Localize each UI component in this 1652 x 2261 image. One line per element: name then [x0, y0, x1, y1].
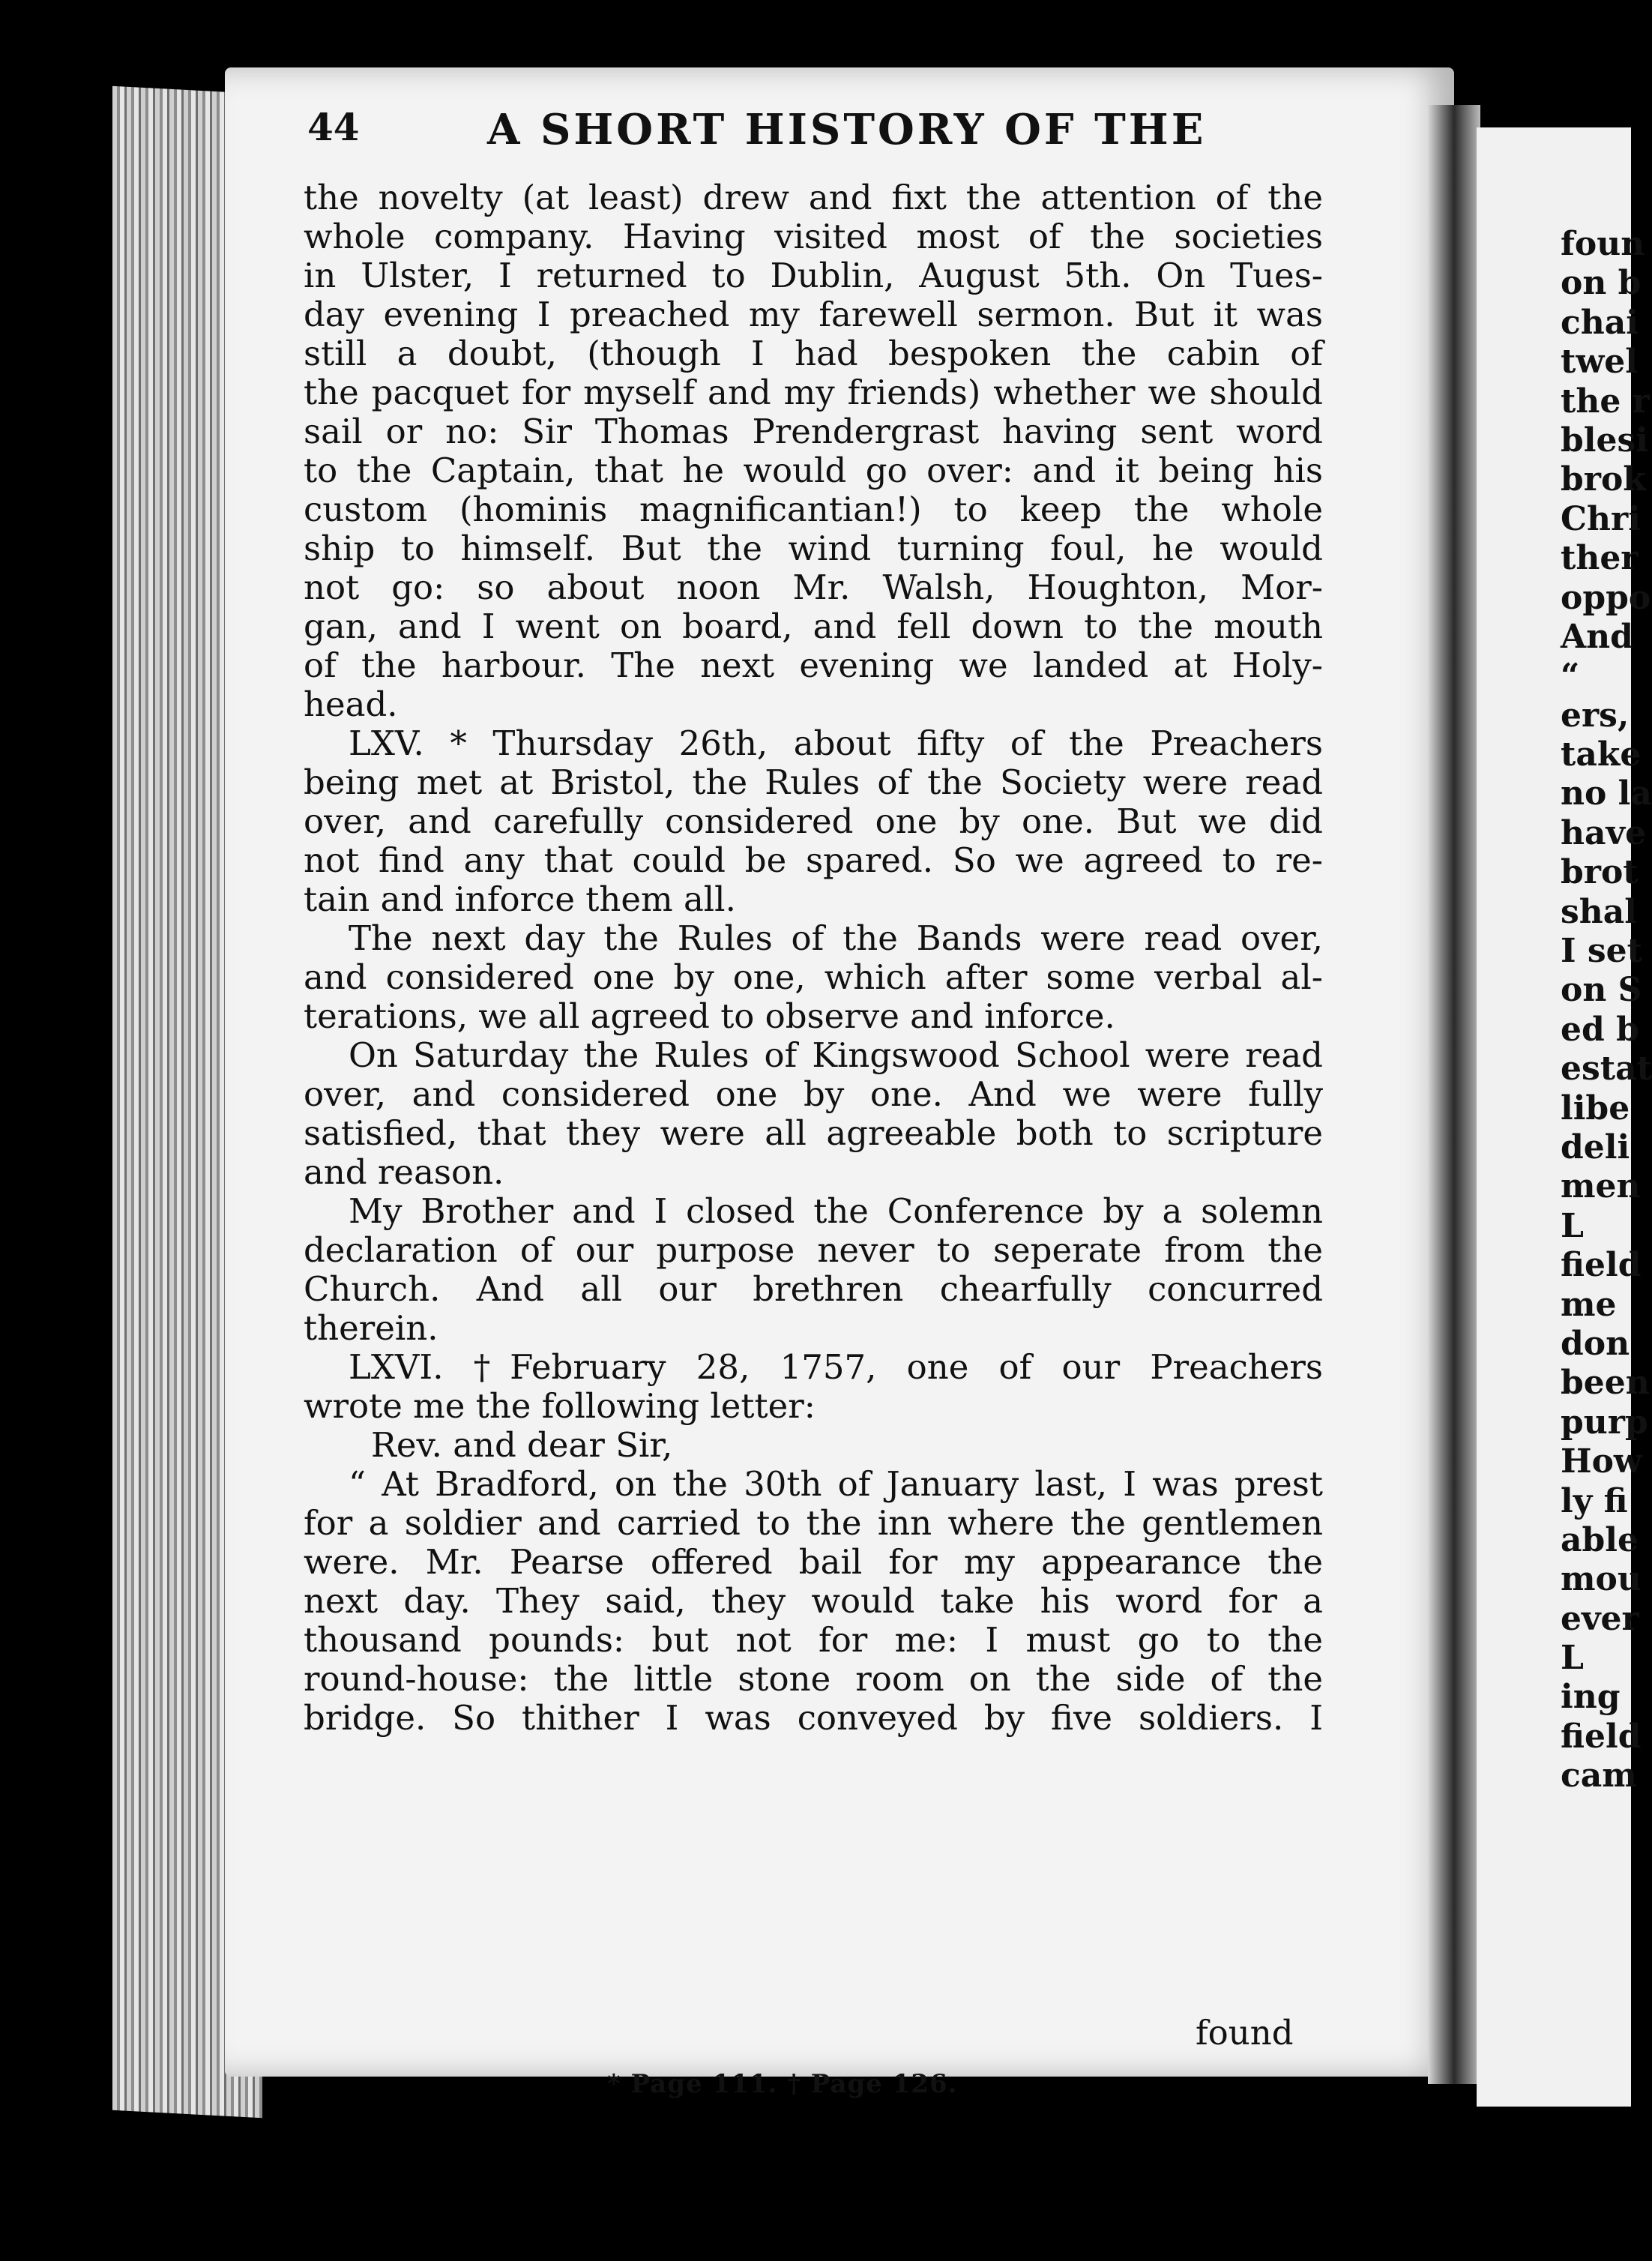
right-page-line: foun	[1561, 225, 1645, 263]
text-line: wrote me the following letter:	[304, 1386, 816, 1426]
text-line: day evening I preached my farewell sermon. But it was	[304, 295, 1323, 334]
right-page-line: mou	[1561, 1560, 1642, 1599]
right-page-line: How	[1561, 1442, 1642, 1481]
right-page-line: don	[1561, 1324, 1630, 1363]
text-line: satisfied, that they were all agreeable both to scripture	[304, 1113, 1323, 1153]
text-line: head.	[304, 684, 398, 724]
text-line: LXV. * Thursday 26th, about fifty of the Preachers	[349, 723, 1323, 763]
right-page-line: have	[1561, 813, 1647, 852]
right-page-line: ers,	[1561, 696, 1630, 735]
right-page-line: deli	[1561, 1128, 1630, 1166]
text-line: still a doubt, (though I had bespoken the cabin of	[304, 334, 1323, 373]
right-page-line: ever	[1561, 1599, 1639, 1638]
right-page-line: shal	[1561, 892, 1637, 931]
right-page-line: ed b	[1561, 1010, 1639, 1049]
right-page-line: “	[1561, 657, 1580, 696]
text-line: The next day the Rules of the Bands were read over,	[349, 918, 1323, 958]
right-page-line: chai	[1561, 303, 1639, 342]
right-page-line: field	[1561, 1717, 1642, 1756]
running-head: A SHORT HISTORY OF THE	[487, 105, 1207, 154]
catchword: found	[1196, 2013, 1294, 2053]
text-line: ship to himself. But the wind turning foul, he would	[304, 529, 1323, 568]
right-page-line: the r	[1561, 382, 1650, 421]
right-page-line: brok	[1561, 460, 1646, 499]
right-page-line: no la	[1561, 774, 1652, 813]
footnote: * Page 111. † Page 126.	[607, 2069, 958, 2099]
text-line: custom (hominis magnificantian!) to keep the whole	[304, 490, 1323, 529]
right-page-line: And	[1561, 617, 1633, 656]
text-line: and considered one by one, which after some verbal al-	[304, 957, 1323, 997]
right-page-line: men	[1561, 1167, 1641, 1206]
text-line: over, and carefully considered one by one. But we did	[304, 801, 1323, 841]
right-page-line: been	[1561, 1364, 1650, 1403]
text-line: whole company. Having visited most of the societies	[304, 217, 1323, 256]
right-page-line: L	[1561, 1639, 1584, 1678]
right-page-line: me	[1561, 1285, 1617, 1324]
right-page-line: libe	[1561, 1089, 1630, 1128]
right-page-line: I set	[1561, 932, 1642, 971]
text-line: therein.	[304, 1308, 438, 1348]
right-page-line: on b	[1561, 264, 1642, 303]
text-line: of the harbour. The next evening we landed at Holy-	[304, 645, 1323, 685]
right-page-line: L	[1561, 1206, 1584, 1245]
text-line: On Saturday the Rules of Kingswood School were read	[349, 1035, 1323, 1075]
body-text	[304, 178, 1323, 1738]
right-page-line: ing	[1561, 1678, 1621, 1717]
text-line: to the Captain, that he would go over: and it being his	[304, 451, 1323, 490]
right-page-line: field	[1561, 1246, 1642, 1285]
right-page-line: ly fi	[1561, 1481, 1628, 1520]
text-line: terations, we all agreed to observe and inforce.	[304, 996, 1115, 1036]
text-line: were. Mr. Pearse offered bail for my appearance the	[304, 1542, 1323, 1582]
right-page-line: purp	[1561, 1403, 1648, 1442]
text-line: “ At Bradford, on the 30th of January last, I was prest	[349, 1464, 1323, 1504]
text-line: next day. They said, they would take his word for a	[304, 1581, 1323, 1621]
text-line: bridge. So thither I was conveyed by five soldiers. I	[304, 1698, 1323, 1738]
gutter	[1428, 105, 1480, 2084]
right-page-line: take	[1561, 735, 1642, 774]
text-line: tain and inforce them all.	[304, 879, 736, 919]
right-page-line: able	[1561, 1520, 1639, 1559]
right-page-line: Chri	[1561, 499, 1641, 538]
text-line: over, and considered one by one. And we were fully	[304, 1074, 1323, 1114]
text-line: round-house: the little stone room on the side of the	[304, 1659, 1323, 1699]
text-line: sail or no: Sir Thomas Prendergrast having sent word	[304, 412, 1323, 451]
text-line: not go: so about noon Mr. Walsh, Houghton, Mor-	[304, 567, 1323, 607]
text-line: declaration of our purpose never to seperate from the	[304, 1230, 1323, 1270]
right-page-line: on S	[1561, 971, 1642, 1010]
text-line: gan, and I went on board, and fell down to the mouth	[304, 606, 1323, 646]
text-line: the pacquet for myself and my friends) whether we should	[304, 373, 1323, 412]
right-page-line: estat	[1561, 1050, 1652, 1089]
page-number: 44	[307, 105, 360, 149]
right-page-line: twel	[1561, 343, 1638, 382]
right-page-text	[1561, 225, 1652, 1796]
text-line: Church. And all our brethren chearfully concurred	[304, 1269, 1323, 1309]
right-page-line: oppo	[1561, 578, 1651, 617]
right-page-line: blesi	[1561, 421, 1648, 460]
text-line: the novelty (at least) drew and fixt the attention of the	[304, 178, 1323, 217]
text-line: not find any that could be spared. So we agreed to re-	[304, 840, 1323, 880]
right-page-line: brot	[1561, 853, 1639, 892]
right-page-line: ther	[1561, 539, 1639, 578]
right-page-line: cam	[1561, 1756, 1637, 1795]
text-line: LXVI. †February 28, 1757, one of our Preachers	[349, 1347, 1323, 1387]
text-line: thousand pounds: but not for me: I must go to the	[304, 1620, 1323, 1660]
page-header	[307, 105, 1327, 165]
text-line: being met at Bristol, the Rules of the Society were read	[304, 762, 1323, 802]
text-line: My Brother and I closed the Conference by a solemn	[349, 1191, 1323, 1231]
text-line: in Ulster, I returned to Dublin, August 5th. On Tues-	[304, 256, 1323, 295]
text-line: Rev. and dear Sir,	[371, 1425, 673, 1465]
text-line: for a soldier and carried to the inn where the gentlemen	[304, 1503, 1323, 1543]
text-line: and reason.	[304, 1152, 504, 1192]
